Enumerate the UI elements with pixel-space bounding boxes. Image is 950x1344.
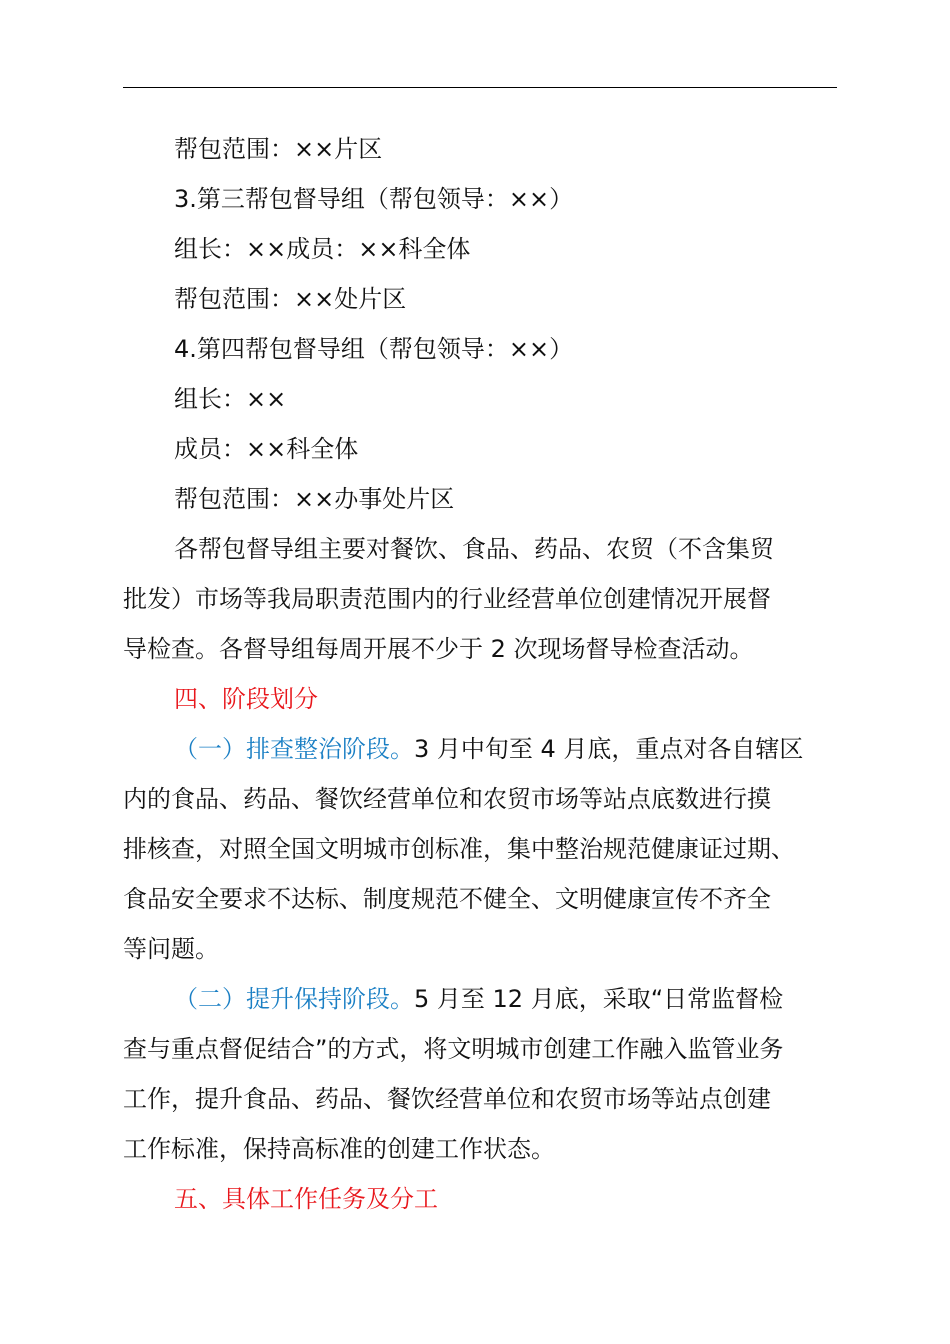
paragraph-line: 帮包范围：××办事处片区 [174, 485, 455, 513]
section-heading-5: 五、具体工作任务及分工 [174, 1185, 438, 1213]
paragraph-line: 帮包范围：××片区 [174, 135, 383, 163]
stage-1-first-line [123, 724, 839, 774]
paragraph-line: 组长：×× [174, 385, 287, 413]
section-heading-4: 四、阶段划分 [174, 685, 318, 713]
paragraph-line: 各帮包督导组主要对餐饮、食品、药品、农贸（不含集贸 [174, 535, 774, 563]
paragraph-line: 等问题。 [123, 935, 219, 963]
paragraph-line: 内的食品、药品、餐饮经营单位和农贸市场等站点底数进行摸 [123, 785, 771, 813]
document-body [123, 124, 839, 1224]
paragraph-line: 导检查。各督导组每周开展不少于 2 次现场督导检查活动。 [123, 635, 754, 663]
stage-2-text: 5 月至 12 月底，采取“日常监督检 [414, 985, 784, 1013]
stage-2-first-line [123, 974, 839, 1024]
paragraph-line: 帮包范围：××处片区 [174, 285, 407, 313]
stage-2-title: （二）提升保持阶段。 [174, 985, 414, 1013]
stage-1-text: 3 月中旬至 4 月底，重点对各自辖区 [414, 735, 804, 763]
paragraph-line: 3.第三帮包督导组（帮包领导：××） [174, 185, 574, 213]
paragraph-line: 组长：××成员：××科全体 [174, 235, 471, 263]
paragraph-line: 成员：××科全体 [174, 435, 359, 463]
paragraph-line: 排核查，对照全国文明城市创标准，集中整治规范健康证过期、 [123, 835, 795, 863]
paragraph-line: 查与重点督促结合”的方式，将文明城市创建工作融入监管业务 [123, 1035, 784, 1063]
stage-1-title: （一）排查整治阶段。 [174, 735, 414, 763]
paragraph-line: 食品安全要求不达标、制度规范不健全、文明健康宣传不齐全 [123, 885, 771, 913]
paragraph-line: 工作，提升食品、药品、餐饮经营单位和农贸市场等站点创建 [123, 1085, 771, 1113]
paragraph-line: 4.第四帮包督导组（帮包领导：××） [174, 335, 574, 363]
header-rule [123, 87, 837, 88]
paragraph-line: 工作标准，保持高标准的创建工作状态。 [123, 1135, 555, 1163]
paragraph-line: 批发）市场等我局职责范围内的行业经营单位创建情况开展督 [123, 585, 771, 613]
